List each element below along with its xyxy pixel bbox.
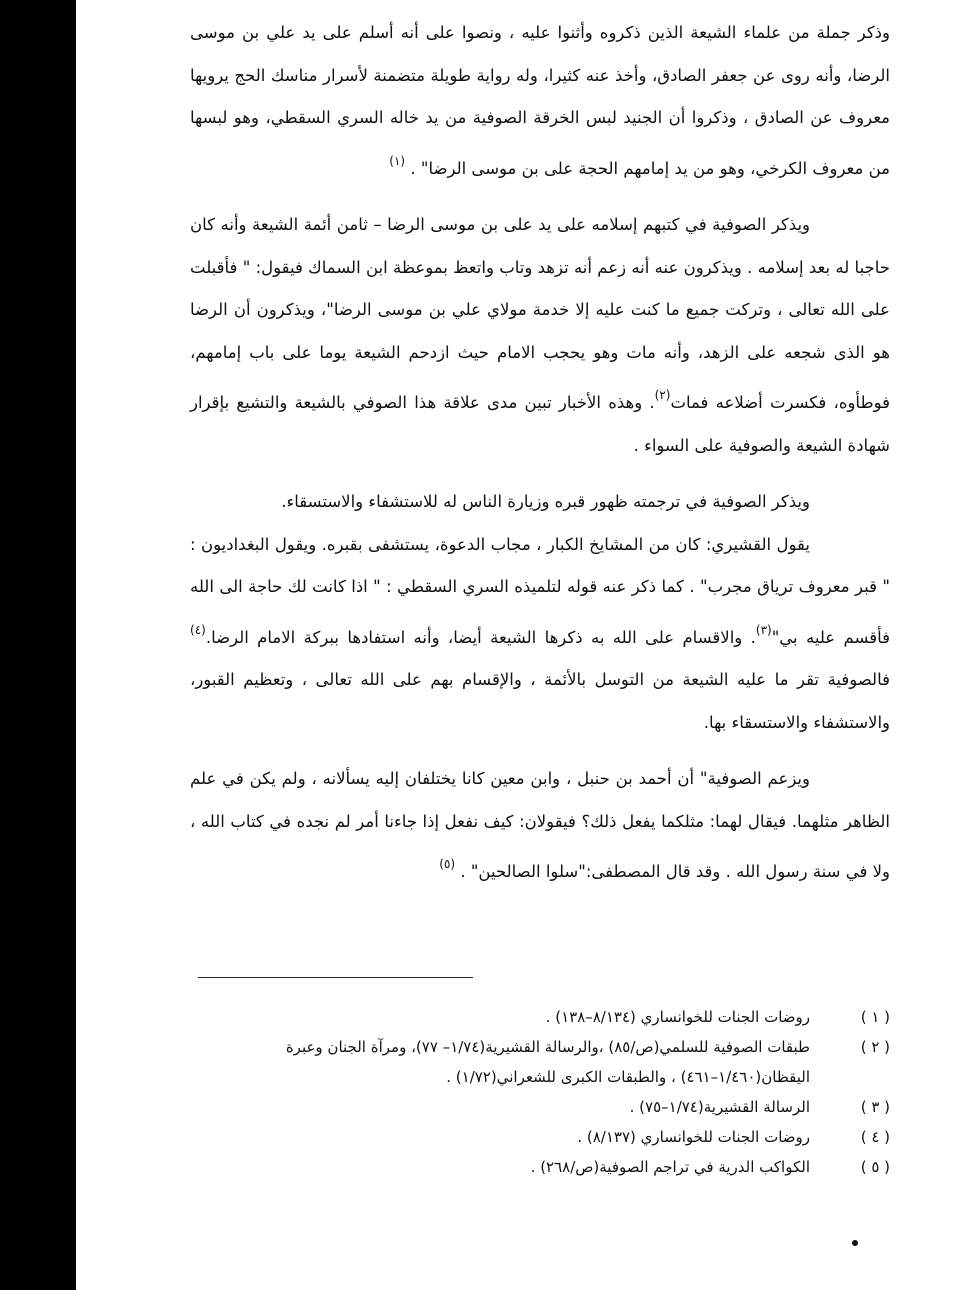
footnote-3-number: ( ٣ ) bbox=[860, 1098, 890, 1116]
document-page bbox=[190, 12, 890, 1282]
paragraph-1 bbox=[190, 12, 890, 190]
footnote-ref-1: (١) bbox=[389, 153, 406, 168]
footnote-3 bbox=[190, 1092, 890, 1122]
footnotes-list bbox=[190, 1002, 890, 1182]
paragraph-4-part-2: . والاقسام على الله به ذكرها الشيعة أيضا، وأنه استفادها ببركة الامام الرضا. bbox=[205, 627, 756, 647]
paragraph-1-text: وذكر جملة من علماء الشيعة الذين ذكروه وأثنوا عليه ، ونصوا على أنه أسلم على يد علي بن موسى الرضا، وأنه روى عن جعفر الصادق، وأخذ عنه كثيرا، وله رواية طويلة متضمنة لأسرار مناسك الحج يرويها معروف عن الصادق ، وذكروا أن الجنيد لبس الخرقة الصوفية من يد خاله السري السقطي، وهو لبسها من معروف الكرخي، وهو من يد إمامهم الحجة على بن موسى الرضا" . bbox=[190, 23, 890, 178]
footnote-4-text: روضات الجنات للخوانساري (٨/١٣٧) . bbox=[577, 1128, 810, 1146]
footnote-1-number: ( ١ ) bbox=[860, 1008, 890, 1026]
footnote-2-text: طبقات الصوفية للسلمي(ص/٨٥) ،والرسالة القشيرية(١/٧٤– ٧٧)، ومرآة الجنان وعبرة اليقظان(١/٤٦٠–٤٦١) ، والطبقات الكبرى للشعراني(١/٧٢) . bbox=[285, 1038, 810, 1086]
footnote-4-number: ( ٤ ) bbox=[860, 1128, 890, 1146]
footnote-1-text: روضات الجنات للخوانساري (٨/١٣٤–١٣٨) . bbox=[545, 1008, 810, 1026]
footnote-separator bbox=[198, 977, 473, 978]
paragraph-5 bbox=[190, 758, 890, 894]
footnote-5-number: ( ٥ ) bbox=[860, 1158, 890, 1176]
paragraph-3 bbox=[190, 481, 890, 524]
footnote-2-number: ( ٢ ) bbox=[860, 1038, 890, 1056]
footnote-5-text: الكواكب الدرية في تراجم الصوفية(ص/٢٦٨) . bbox=[530, 1158, 810, 1176]
paragraph-4-part-1: يقول القشيري: كان من المشايخ الكبار ، مجاب الدعوة، يستشفى بقبره. ويقول البغداديون : " قبر معروف ترياق مجرب" . كما ذكر عنه قوله لتلميذه السري السقطي : " اذا كانت لك حاجة الى الله فأقسم عليه بي" bbox=[190, 534, 891, 647]
paragraph-5-text: ويزعم الصوفية" أن أحمد بن حنبل ، وابن معين كانا يختلفان إليه يسألانه ، ولم يكن في علم الظاهر مثلهما. فيقال لهما: مثلكما يفعل ذلك؟ فيقولان: كيف نفعل إذا جاءنا أمر لم نجده في كتاب الله ، ولا في سنة رسول الله . وقد قال المصطفى:"سلوا الصالحين" . bbox=[190, 769, 890, 881]
paragraph-4-part-3: فالصوفية تقر ما عليه الشيعة من التوسل بالأئمة ، والإقسام بهم على الله تعالى ، وتعظيم القبور، والاستشفاء والاستسقاء بها. bbox=[190, 670, 890, 732]
footnote-ref-5: (٥) bbox=[439, 857, 456, 871]
footnote-ref-3: (٣) bbox=[755, 622, 772, 637]
paragraph-2-text: ويذكر الصوفية في كتبهم إسلامه على يد على بن موسى الرضا – ثامن أئمة الشيعة وأنه كان حاجبا له بعد إسلامه . ويذكرون عنه أنه زعم أنه تزهد وتاب واتعظ بموعظة ابن السماك فيقول: " فأقبلت على الله تعالى ، وتركت جميع ما كنت عليه إلا خدمة مولاي علي بن موسى الرضا"، ويذكرون أن الرضا هو الذى شجعه على الزهد، وأنه مات وهو يحجب الامام حيث ازدحم الشيعة يوما على باب إمامهم، فوطأوه، فكسرت أضلاعه فمات bbox=[190, 215, 891, 412]
footnote-ref-4: (٤) bbox=[190, 622, 206, 637]
footnote-5 bbox=[190, 1152, 890, 1182]
scan-speck bbox=[852, 1240, 858, 1246]
footnote-3-text: الرسالة القشيرية(١/٧٤–٧٥) . bbox=[629, 1098, 810, 1116]
footnote-2 bbox=[190, 1032, 890, 1092]
footnote-4 bbox=[190, 1122, 890, 1152]
paragraph-4 bbox=[190, 524, 890, 745]
paragraph-2 bbox=[190, 204, 890, 467]
paragraph-3-text: ويذكر الصوفية في ترجمته ظهور قبره وزيارة الناس له للاستشفاء والاستسقاء. bbox=[281, 492, 810, 511]
footnote-1 bbox=[190, 1002, 890, 1032]
paragraph-2-tail: . وهذه الأخبار تبين مدى علاقة هذا الصوفي بالشيعة والتشيع بإقرار شهادة الشيعة والصوفية على السواء . bbox=[190, 393, 890, 455]
scan-dark-margin bbox=[0, 0, 76, 1290]
footnote-ref-2: (٢) bbox=[654, 388, 671, 402]
